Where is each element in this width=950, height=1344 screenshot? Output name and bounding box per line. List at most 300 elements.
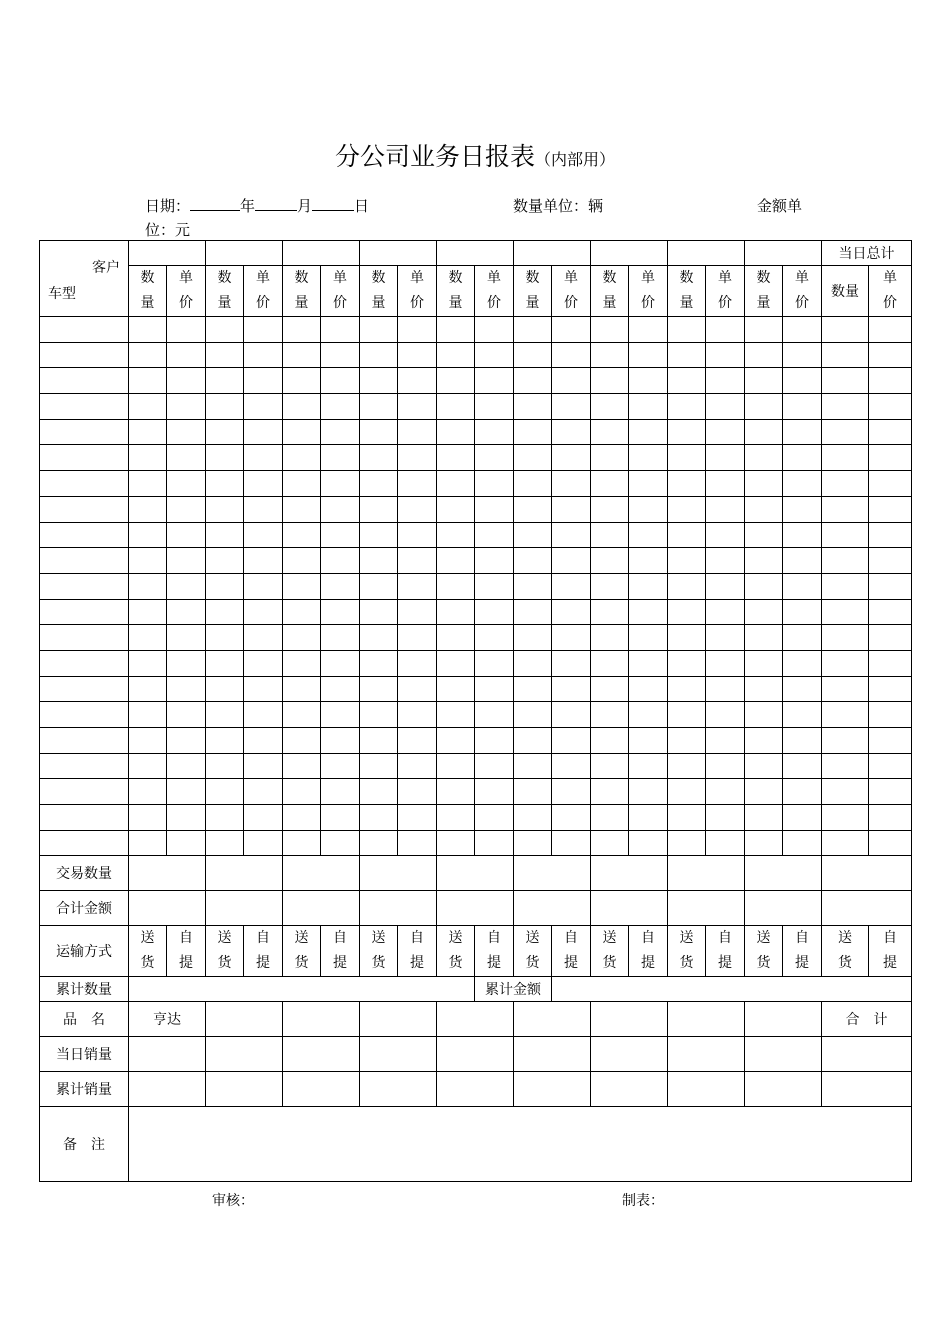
data-cell[interactable] (514, 676, 552, 702)
data-cell[interactable] (129, 342, 167, 368)
daily-sales-cell[interactable] (360, 1037, 437, 1072)
data-cell[interactable] (783, 650, 822, 676)
model-cell[interactable] (40, 625, 129, 651)
data-cell[interactable] (360, 471, 398, 497)
data-cell[interactable] (822, 419, 869, 445)
trade-qty-cell[interactable] (129, 856, 206, 891)
data-cell[interactable] (869, 445, 912, 471)
data-cell[interactable] (321, 419, 360, 445)
data-cell[interactable] (283, 728, 321, 754)
data-cell[interactable] (706, 625, 745, 651)
data-cell[interactable] (283, 805, 321, 831)
data-cell[interactable] (360, 368, 398, 394)
data-cell[interactable] (591, 753, 629, 779)
customer-name-cell[interactable] (668, 241, 745, 266)
data-cell[interactable] (783, 676, 822, 702)
data-cell[interactable] (283, 676, 321, 702)
data-cell[interactable] (437, 445, 475, 471)
month-blank[interactable] (255, 196, 297, 211)
data-cell[interactable] (437, 573, 475, 599)
data-cell[interactable] (360, 317, 398, 343)
data-cell[interactable] (629, 676, 668, 702)
data-cell[interactable] (283, 599, 321, 625)
cum-sales-cell[interactable] (283, 1072, 360, 1107)
data-cell[interactable] (244, 779, 283, 805)
data-cell[interactable] (244, 471, 283, 497)
data-cell[interactable] (869, 702, 912, 728)
data-cell[interactable] (668, 368, 706, 394)
data-cell[interactable] (706, 342, 745, 368)
data-cell[interactable] (475, 317, 514, 343)
trade-qty-cell[interactable] (822, 856, 912, 891)
data-cell[interactable] (706, 548, 745, 574)
data-cell[interactable] (668, 728, 706, 754)
customer-name-cell[interactable] (437, 241, 514, 266)
data-cell[interactable] (629, 368, 668, 394)
data-cell[interactable] (360, 573, 398, 599)
data-cell[interactable] (206, 368, 244, 394)
data-cell[interactable] (244, 548, 283, 574)
data-cell[interactable] (745, 753, 783, 779)
data-cell[interactable] (321, 445, 360, 471)
data-cell[interactable] (783, 317, 822, 343)
data-cell[interactable] (129, 548, 167, 574)
data-cell[interactable] (206, 728, 244, 754)
data-cell[interactable] (475, 728, 514, 754)
data-cell[interactable] (514, 548, 552, 574)
data-cell[interactable] (514, 753, 552, 779)
data-cell[interactable] (706, 753, 745, 779)
model-cell[interactable] (40, 445, 129, 471)
data-cell[interactable] (706, 830, 745, 856)
data-cell[interactable] (552, 445, 591, 471)
data-cell[interactable] (283, 317, 321, 343)
data-cell[interactable] (783, 548, 822, 574)
data-cell[interactable] (360, 599, 398, 625)
total-amount-cell[interactable] (822, 891, 912, 926)
data-cell[interactable] (398, 548, 437, 574)
year-blank[interactable] (190, 196, 240, 211)
data-cell[interactable] (206, 317, 244, 343)
data-cell[interactable] (591, 625, 629, 651)
cum-qty-value[interactable] (129, 977, 475, 1002)
data-cell[interactable] (321, 496, 360, 522)
data-cell[interactable] (822, 317, 869, 343)
data-cell[interactable] (437, 676, 475, 702)
data-cell[interactable] (514, 368, 552, 394)
data-cell[interactable] (437, 753, 475, 779)
data-cell[interactable] (437, 394, 475, 420)
product-cell[interactable] (283, 1002, 360, 1037)
data-cell[interactable] (591, 702, 629, 728)
product-cell[interactable] (591, 1002, 668, 1037)
data-cell[interactable] (869, 573, 912, 599)
data-cell[interactable] (475, 368, 514, 394)
data-cell[interactable] (822, 650, 869, 676)
data-cell[interactable] (822, 445, 869, 471)
data-cell[interactable] (206, 471, 244, 497)
data-cell[interactable] (167, 830, 206, 856)
cum-sales-cell[interactable] (668, 1072, 745, 1107)
data-cell[interactable] (514, 445, 552, 471)
data-cell[interactable] (629, 650, 668, 676)
data-cell[interactable] (745, 728, 783, 754)
data-cell[interactable] (552, 702, 591, 728)
data-cell[interactable] (552, 548, 591, 574)
data-cell[interactable] (783, 573, 822, 599)
data-cell[interactable] (629, 830, 668, 856)
total-amount-cell[interactable] (129, 891, 206, 926)
data-cell[interactable] (283, 394, 321, 420)
total-amount-cell[interactable] (591, 891, 668, 926)
data-cell[interactable] (629, 702, 668, 728)
data-cell[interactable] (360, 753, 398, 779)
data-cell[interactable] (552, 522, 591, 548)
data-cell[interactable] (822, 599, 869, 625)
data-cell[interactable] (745, 496, 783, 522)
data-cell[interactable] (283, 830, 321, 856)
data-cell[interactable] (629, 471, 668, 497)
data-cell[interactable] (745, 368, 783, 394)
data-cell[interactable] (629, 496, 668, 522)
data-cell[interactable] (398, 779, 437, 805)
data-cell[interactable] (706, 522, 745, 548)
model-cell[interactable] (40, 702, 129, 728)
data-cell[interactable] (437, 471, 475, 497)
data-cell[interactable] (321, 573, 360, 599)
data-cell[interactable] (283, 625, 321, 651)
data-cell[interactable] (437, 625, 475, 651)
data-cell[interactable] (398, 394, 437, 420)
data-cell[interactable] (244, 317, 283, 343)
data-cell[interactable] (668, 779, 706, 805)
data-cell[interactable] (552, 496, 591, 522)
data-cell[interactable] (398, 342, 437, 368)
customer-name-cell[interactable] (129, 241, 206, 266)
data-cell[interactable] (591, 445, 629, 471)
daily-sales-cell[interactable] (437, 1037, 514, 1072)
data-cell[interactable] (745, 805, 783, 831)
cum-sales-cell[interactable] (437, 1072, 514, 1107)
data-cell[interactable] (475, 445, 514, 471)
data-cell[interactable] (552, 368, 591, 394)
data-cell[interactable] (822, 805, 869, 831)
data-cell[interactable] (321, 522, 360, 548)
data-cell[interactable] (822, 471, 869, 497)
data-cell[interactable] (591, 548, 629, 574)
data-cell[interactable] (869, 548, 912, 574)
data-cell[interactable] (321, 805, 360, 831)
product-cell[interactable] (360, 1002, 437, 1037)
data-cell[interactable] (475, 625, 514, 651)
data-cell[interactable] (129, 419, 167, 445)
data-cell[interactable] (206, 650, 244, 676)
data-cell[interactable] (668, 753, 706, 779)
data-cell[interactable] (475, 650, 514, 676)
data-cell[interactable] (706, 368, 745, 394)
data-cell[interactable] (321, 676, 360, 702)
data-cell[interactable] (668, 599, 706, 625)
data-cell[interactable] (591, 394, 629, 420)
data-cell[interactable] (668, 394, 706, 420)
data-cell[interactable] (398, 702, 437, 728)
data-cell[interactable] (629, 573, 668, 599)
data-cell[interactable] (552, 753, 591, 779)
data-cell[interactable] (822, 342, 869, 368)
data-cell[interactable] (206, 805, 244, 831)
data-cell[interactable] (822, 779, 869, 805)
data-cell[interactable] (167, 625, 206, 651)
data-cell[interactable] (283, 342, 321, 368)
data-cell[interactable] (244, 419, 283, 445)
data-cell[interactable] (783, 394, 822, 420)
customer-name-cell[interactable] (206, 241, 283, 266)
data-cell[interactable] (552, 342, 591, 368)
data-cell[interactable] (398, 471, 437, 497)
data-cell[interactable] (398, 573, 437, 599)
model-cell[interactable] (40, 522, 129, 548)
customer-name-cell[interactable] (514, 241, 591, 266)
total-amount-cell[interactable] (360, 891, 437, 926)
data-cell[interactable] (745, 702, 783, 728)
data-cell[interactable] (668, 702, 706, 728)
data-cell[interactable] (629, 625, 668, 651)
data-cell[interactable] (437, 522, 475, 548)
data-cell[interactable] (514, 599, 552, 625)
cum-sales-cell[interactable] (822, 1072, 912, 1107)
data-cell[interactable] (629, 342, 668, 368)
data-cell[interactable] (283, 573, 321, 599)
data-cell[interactable] (552, 830, 591, 856)
data-cell[interactable] (706, 394, 745, 420)
data-cell[interactable] (167, 805, 206, 831)
data-cell[interactable] (783, 830, 822, 856)
data-cell[interactable] (591, 650, 629, 676)
trade-qty-cell[interactable] (437, 856, 514, 891)
data-cell[interactable] (869, 753, 912, 779)
data-cell[interactable] (869, 342, 912, 368)
data-cell[interactable] (129, 496, 167, 522)
data-cell[interactable] (706, 779, 745, 805)
data-cell[interactable] (869, 830, 912, 856)
data-cell[interactable] (514, 779, 552, 805)
total-amount-cell[interactable] (437, 891, 514, 926)
data-cell[interactable] (475, 496, 514, 522)
model-cell[interactable] (40, 779, 129, 805)
data-cell[interactable] (552, 394, 591, 420)
data-cell[interactable] (206, 394, 244, 420)
data-cell[interactable] (360, 728, 398, 754)
data-cell[interactable] (129, 471, 167, 497)
data-cell[interactable] (869, 471, 912, 497)
data-cell[interactable] (129, 830, 167, 856)
data-cell[interactable] (591, 830, 629, 856)
data-cell[interactable] (629, 522, 668, 548)
data-cell[interactable] (552, 599, 591, 625)
data-cell[interactable] (206, 753, 244, 779)
daily-sales-cell[interactable] (129, 1037, 206, 1072)
daily-sales-cell[interactable] (591, 1037, 668, 1072)
model-cell[interactable] (40, 805, 129, 831)
data-cell[interactable] (822, 830, 869, 856)
data-cell[interactable] (437, 496, 475, 522)
data-cell[interactable] (437, 779, 475, 805)
daily-sales-cell[interactable] (745, 1037, 822, 1072)
data-cell[interactable] (360, 676, 398, 702)
data-cell[interactable] (167, 394, 206, 420)
data-cell[interactable] (706, 728, 745, 754)
data-cell[interactable] (167, 728, 206, 754)
data-cell[interactable] (514, 728, 552, 754)
data-cell[interactable] (591, 573, 629, 599)
data-cell[interactable] (360, 830, 398, 856)
data-cell[interactable] (167, 599, 206, 625)
data-cell[interactable] (129, 805, 167, 831)
data-cell[interactable] (283, 548, 321, 574)
model-cell[interactable] (40, 728, 129, 754)
data-cell[interactable] (591, 599, 629, 625)
data-cell[interactable] (475, 599, 514, 625)
data-cell[interactable] (668, 317, 706, 343)
data-cell[interactable] (129, 779, 167, 805)
data-cell[interactable] (869, 676, 912, 702)
model-cell[interactable] (40, 548, 129, 574)
data-cell[interactable] (745, 650, 783, 676)
data-cell[interactable] (206, 779, 244, 805)
model-cell[interactable] (40, 599, 129, 625)
data-cell[interactable] (283, 522, 321, 548)
data-cell[interactable] (437, 317, 475, 343)
data-cell[interactable] (206, 702, 244, 728)
data-cell[interactable] (206, 419, 244, 445)
data-cell[interactable] (783, 342, 822, 368)
data-cell[interactable] (552, 419, 591, 445)
model-cell[interactable] (40, 496, 129, 522)
data-cell[interactable] (167, 573, 206, 599)
data-cell[interactable] (167, 548, 206, 574)
data-cell[interactable] (206, 342, 244, 368)
data-cell[interactable] (283, 753, 321, 779)
data-cell[interactable] (283, 702, 321, 728)
trade-qty-cell[interactable] (745, 856, 822, 891)
data-cell[interactable] (244, 394, 283, 420)
data-cell[interactable] (475, 753, 514, 779)
data-cell[interactable] (745, 676, 783, 702)
data-cell[interactable] (244, 676, 283, 702)
data-cell[interactable] (745, 419, 783, 445)
data-cell[interactable] (206, 573, 244, 599)
data-cell[interactable] (475, 548, 514, 574)
data-cell[interactable] (783, 728, 822, 754)
data-cell[interactable] (244, 650, 283, 676)
model-cell[interactable] (40, 471, 129, 497)
data-cell[interactable] (629, 779, 668, 805)
data-cell[interactable] (360, 496, 398, 522)
data-cell[interactable] (869, 394, 912, 420)
data-cell[interactable] (629, 445, 668, 471)
data-cell[interactable] (360, 522, 398, 548)
data-cell[interactable] (167, 702, 206, 728)
data-cell[interactable] (706, 445, 745, 471)
data-cell[interactable] (552, 471, 591, 497)
data-cell[interactable] (668, 548, 706, 574)
data-cell[interactable] (822, 728, 869, 754)
data-cell[interactable] (244, 496, 283, 522)
data-cell[interactable] (398, 419, 437, 445)
data-cell[interactable] (591, 676, 629, 702)
data-cell[interactable] (475, 805, 514, 831)
data-cell[interactable] (398, 496, 437, 522)
data-cell[interactable] (745, 599, 783, 625)
remarks-field[interactable] (129, 1107, 912, 1182)
data-cell[interactable] (668, 676, 706, 702)
data-cell[interactable] (129, 368, 167, 394)
data-cell[interactable] (206, 548, 244, 574)
data-cell[interactable] (167, 342, 206, 368)
data-cell[interactable] (167, 317, 206, 343)
data-cell[interactable] (244, 522, 283, 548)
data-cell[interactable] (244, 805, 283, 831)
data-cell[interactable] (167, 368, 206, 394)
daily-sales-cell[interactable] (283, 1037, 360, 1072)
data-cell[interactable] (475, 419, 514, 445)
data-cell[interactable] (129, 728, 167, 754)
data-cell[interactable] (668, 805, 706, 831)
data-cell[interactable] (591, 496, 629, 522)
data-cell[interactable] (552, 317, 591, 343)
data-cell[interactable] (514, 342, 552, 368)
data-cell[interactable] (437, 650, 475, 676)
data-cell[interactable] (244, 702, 283, 728)
data-cell[interactable] (167, 650, 206, 676)
data-cell[interactable] (321, 368, 360, 394)
data-cell[interactable] (591, 368, 629, 394)
data-cell[interactable] (244, 342, 283, 368)
data-cell[interactable] (398, 728, 437, 754)
data-cell[interactable] (398, 625, 437, 651)
data-cell[interactable] (745, 342, 783, 368)
data-cell[interactable] (360, 342, 398, 368)
data-cell[interactable] (869, 496, 912, 522)
cum-sales-cell[interactable] (360, 1072, 437, 1107)
data-cell[interactable] (668, 625, 706, 651)
data-cell[interactable] (668, 830, 706, 856)
cum-sales-cell[interactable] (129, 1072, 206, 1107)
data-cell[interactable] (706, 496, 745, 522)
data-cell[interactable] (437, 342, 475, 368)
data-cell[interactable] (167, 522, 206, 548)
data-cell[interactable] (206, 676, 244, 702)
data-cell[interactable] (822, 676, 869, 702)
total-amount-cell[interactable] (206, 891, 283, 926)
data-cell[interactable] (437, 419, 475, 445)
data-cell[interactable] (475, 471, 514, 497)
data-cell[interactable] (129, 753, 167, 779)
data-cell[interactable] (822, 496, 869, 522)
data-cell[interactable] (706, 805, 745, 831)
data-cell[interactable] (869, 419, 912, 445)
model-cell[interactable] (40, 830, 129, 856)
data-cell[interactable] (745, 625, 783, 651)
data-cell[interactable] (514, 830, 552, 856)
data-cell[interactable] (591, 342, 629, 368)
data-cell[interactable] (706, 650, 745, 676)
data-cell[interactable] (745, 522, 783, 548)
data-cell[interactable] (129, 445, 167, 471)
data-cell[interactable] (783, 445, 822, 471)
data-cell[interactable] (283, 471, 321, 497)
data-cell[interactable] (398, 599, 437, 625)
